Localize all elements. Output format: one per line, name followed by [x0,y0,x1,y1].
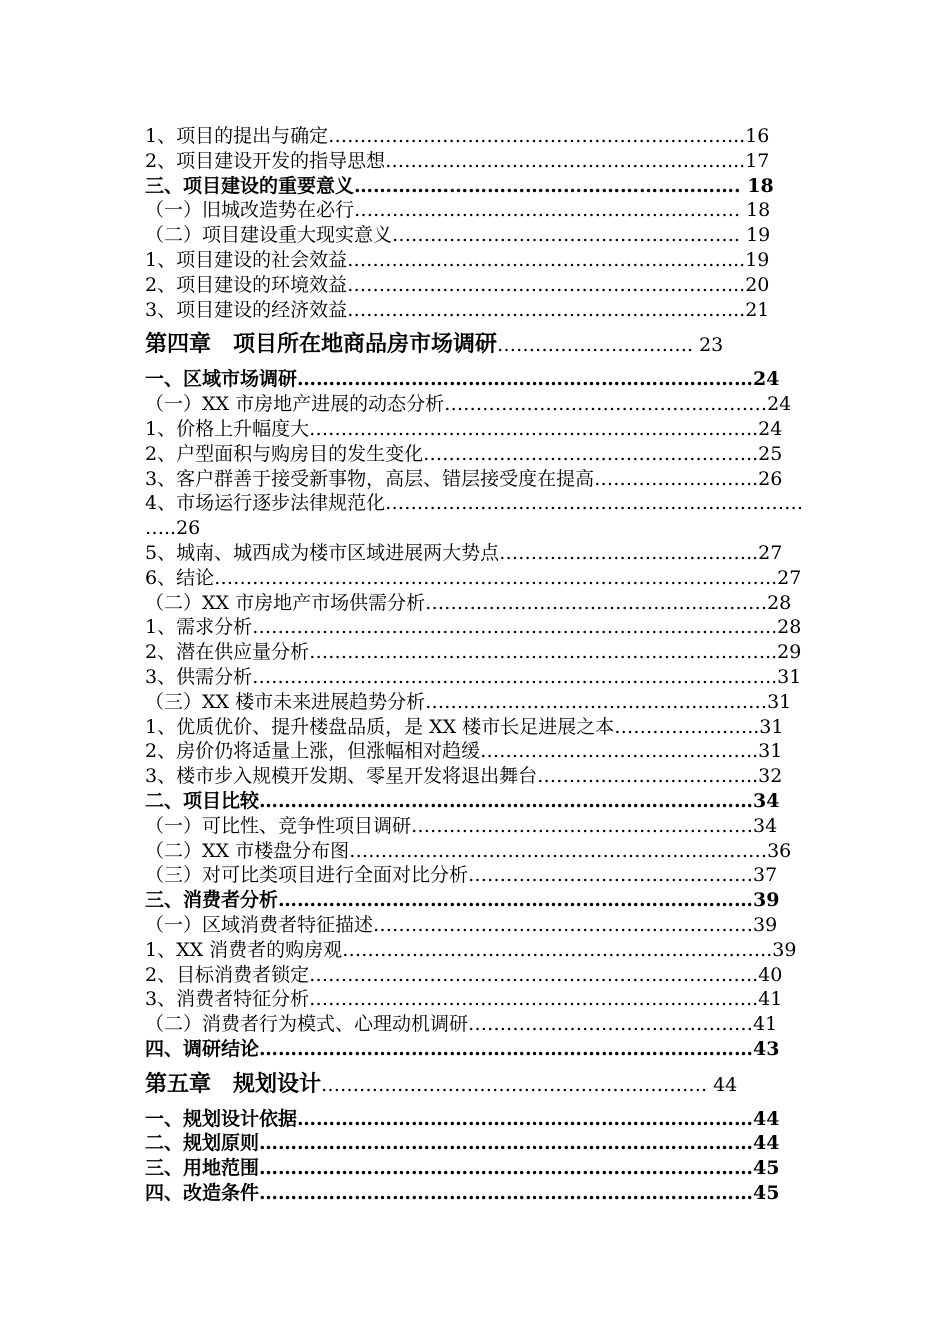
toc-entry-text: （二）消费者行为模式、心理动机调研………………………………………41 [145,1013,778,1036]
toc-entry-text: （一）XX 市房地产进展的动态分析……………………………………………24 [145,393,792,416]
toc-entry-text: 3、项目建设的经济效益……………………………………………………...21 [145,298,770,321]
toc-entry-text: 二、项目比较……………………………………………………………………34 [145,789,780,812]
toc-chapter-heading [145,1064,825,1104]
table-of-contents [145,124,825,1206]
toc-entry [145,174,825,199]
toc-entry [145,566,825,591]
toc-entry-text: 三、用地范围……………………………………………………………………45 [145,1157,780,1180]
toc-chapter-heading [145,324,825,364]
toc-entry [145,442,825,467]
toc-entry [145,248,825,273]
toc-entry-text: 3、客户群善于接受新事物，高层、错层接受度在提高……………………..26 [145,467,783,490]
toc-entry-text: 一、规划设计依据………………………………………………………………44 [145,1107,780,1130]
toc-entry [145,888,825,913]
toc-entry-text: 2、房价仍将适量上涨，但涨幅相对趋缓……………………………………..31 [145,740,783,763]
toc-entry-text: 2、潜在供应量分析………………………………………………………………..29 [145,641,802,664]
toc-entry [145,640,825,665]
toc-entry-page: …………………………. 23 [497,334,724,357]
toc-entry-text: （一）旧城改造势在必行……………………………………………………. 18 [145,199,771,222]
toc-entry-page: ……………………………………………………. 44 [321,1073,738,1096]
toc-entry [145,1012,825,1037]
toc-entry-text: 6、结论……………………………………………………………………………..27 [145,566,802,589]
toc-entry [145,814,825,839]
toc-entry [145,739,825,764]
toc-entry-text: （二）项目建设重大现实意义………………………………………………. 19 [145,224,771,247]
toc-entry-text: 二、规划原则……………………………………………………………………44 [145,1132,780,1155]
toc-entry-text: 三、项目建设的重要意义……………………………………………………. 18 [145,174,774,197]
toc-entry [145,124,825,149]
toc-entry-text: 1、优质优价、提升楼盘品质，是 XX 楼市长足进展之本…………………..31 [145,715,784,738]
toc-entry [145,963,825,988]
toc-entry-text: 四、改造条件……………………………………………………………………45 [145,1182,780,1205]
toc-entry-text: 4、市场运行逐步法律规范化………………………………………………………… [145,492,804,515]
toc-entry [145,839,825,864]
toc-entry [145,1107,825,1132]
toc-entry-text: 第五章 规划设计 [145,1070,322,1097]
toc-entry [145,1037,825,1062]
toc-entry [145,467,825,492]
toc-entry-text: 3、楼市步入规模开发期、零星开发将退出舞台……………………………..32 [145,765,783,788]
toc-entry [145,223,825,248]
toc-entry-text: 3、供需分析………………………………………………………………………..31 [145,665,802,688]
toc-entry-text: 1、价格上升幅度大……………………………………………………………..24 [145,417,783,440]
toc-entry [145,149,825,174]
toc-entry [145,863,825,888]
toc-entry [145,367,825,392]
toc-entry [145,198,825,223]
toc-entry-text: （二）XX 市楼盘分布图…………………………………………………………36 [145,839,792,862]
toc-entry [145,789,825,814]
toc-entry-text: 2、项目建设开发的指导思想………………………………………………...17 [145,149,770,172]
toc-entry-text: 3、消费者特征分析……………………………………………………………..41 [145,988,783,1011]
toc-entry-text: 2、项目建设的环境效益……………………………………………………...20 [145,273,770,296]
toc-entry [145,615,825,640]
toc-entry [145,417,825,442]
toc-entry [145,1181,825,1206]
toc-entry [145,1131,825,1156]
toc-entry [145,690,825,715]
toc-entry-text: 三、消费者分析…………………………………………………………………39 [145,889,780,912]
toc-entry [145,987,825,1012]
toc-entry [145,764,825,789]
toc-entry-text: 2、目标消费者锁定……………………………………………………………..40 [145,963,783,986]
toc-entry-text: （一）区域消费者特征描述……………………………………………………39 [145,913,778,936]
toc-entry-text: 1、需求分析………………………………………………………………………..28 [145,616,802,639]
toc-entry-text: 第四章 项目所在地商品房市场调研 [145,331,498,358]
toc-entry [145,665,825,690]
toc-entry-text: 1、项目建设的社会效益……………………………………………………...19 [145,248,770,271]
toc-entry-text: …..26 [145,517,201,540]
toc-entry-text: 5、城南、城西成为楼市区域进展两大势点…………………………………..27 [145,541,783,564]
toc-entry [145,715,825,740]
toc-entry [145,273,825,298]
toc-entry-text: （一）可比性、竞争性项目调研………………………………………………34 [145,814,778,837]
toc-entry-text: （二）XX 市房地产市场供需分析………………………………………………28 [145,591,792,614]
toc-entry [145,392,825,417]
toc-entry [145,591,825,616]
toc-entry [145,491,825,516]
toc-entry-text: 2、户型面积与购房目的发生变化……………………………………………..25 [145,442,783,465]
toc-entry-text: （三）XX 楼市未来进展趋势分析………………………………………………31 [145,690,792,713]
toc-entry [145,541,825,566]
toc-entry [145,938,825,963]
toc-entry [145,298,825,323]
toc-entry [145,913,825,938]
toc-entry-text: 1、项目的提出与确定………………………………………………………...16 [145,125,770,147]
toc-entry-text: （三）对可比类项目进行全面对比分析………………………………………37 [145,864,778,887]
toc-entry [145,516,825,541]
toc-entry-text: 1、XX 消费者的购房观…………………………………………………………..39 [145,938,797,961]
toc-entry-text: 四、调研结论……………………………………………………………………43 [145,1037,780,1060]
toc-entry-text: 一、区域市场调研………………………………………………………………24 [145,368,780,391]
toc-entry [145,1156,825,1181]
